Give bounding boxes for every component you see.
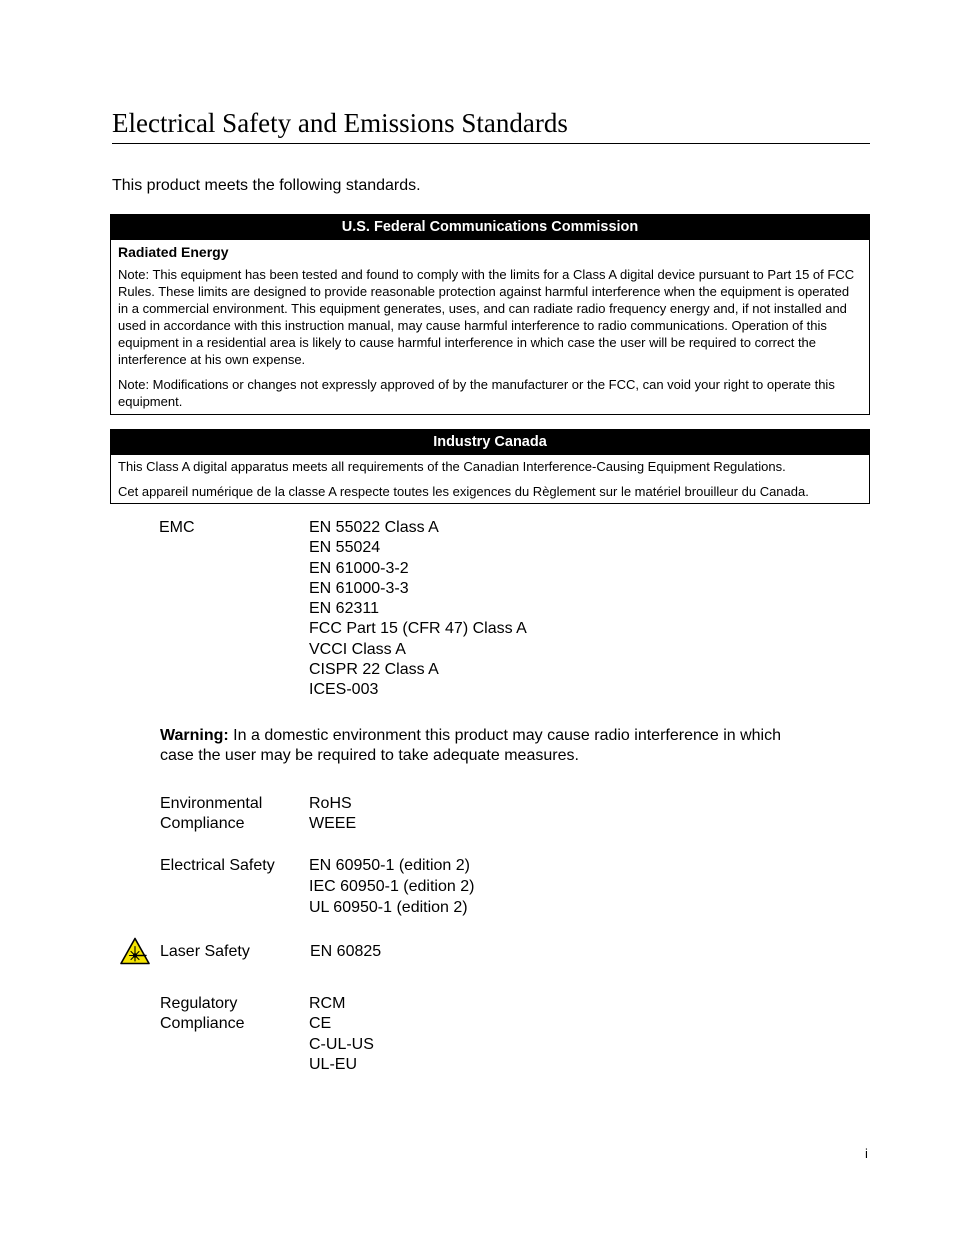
environmental-values [309, 794, 356, 835]
electrical-safety-values [309, 855, 474, 918]
emc-value: CISPR 22 Class A [309, 661, 439, 679]
title-rule [112, 143, 870, 144]
warning-note [160, 726, 800, 766]
environmental-value: RoHS [309, 795, 352, 812]
regulatory-label-line: Regulatory [160, 995, 238, 1012]
regulatory-value: UL-EU [309, 1055, 358, 1073]
laser-safety-value: EN 60825 [310, 943, 382, 960]
regulatory-label-line: Compliance [160, 1015, 245, 1033]
electrical-safety-label: Electrical Safety [160, 857, 275, 874]
environmental-value: WEEE [309, 815, 357, 833]
warning-text: In a domestic environment this product may cause radio interference in which case the user may be required to take adequate measures. [160, 727, 782, 764]
environmental-label-line: Compliance [160, 815, 245, 833]
regulatory-value: C-UL-US [309, 1035, 374, 1053]
laser-safety-label: Laser Safety [160, 943, 250, 960]
regulatory-value: RCM [309, 995, 346, 1012]
emc-value: EN 55022 Class A [309, 519, 439, 536]
emc-value: EN 61000-3-3 [309, 579, 409, 597]
warning-label: Warning: [160, 727, 229, 744]
environmental-label [160, 794, 262, 835]
electrical-safety-value: EN 60950-1 (edition 2) [309, 857, 470, 874]
emc-value: EN 55024 [309, 539, 381, 557]
fcc-note-1: Note: This equipment has been tested and found to comply with the limits for a Class A digital device pursuant to Part 15 of FCC Rules. These limits are designed to provide reasonable protection against harmful interference when the equipment is operated in a commercial environment. This equipment generates, uses, and can radiate radio frequency energy and, if not installed and used in accordance with this instruction manual, may cause harmful interference to radio communications. Operation of this equipment in a residential area is likely to cause harmful interference in which case the user will be required to correct the interference at his own expense. [118, 267, 855, 367]
page-title: Electrical Safety and Emissions Standards [112, 108, 568, 138]
industry-canada-header: Industry Canada [111, 430, 869, 455]
regulatory-value: CE [309, 1015, 332, 1033]
regulatory-values [309, 994, 374, 1075]
fcc-subheading: Radiated Energy [118, 244, 229, 260]
page-number: i [865, 1146, 868, 1161]
electrical-safety-value: IEC 60950-1 (edition 2) [309, 878, 475, 895]
emc-value: EN 61000-3-2 [309, 559, 409, 577]
emc-value: VCCI Class A [309, 640, 406, 658]
regulatory-label [160, 994, 244, 1035]
emc-values [309, 518, 527, 701]
emc-label: EMC [159, 519, 195, 536]
industry-canada-french: Cet appareil numérique de la classe A respecte toutes les exigences du Règlement sur le matériel brouilleur du Canada. [118, 484, 809, 499]
emc-value: FCC Part 15 (CFR 47) Class A [309, 620, 527, 638]
emc-value: EN 62311 [309, 600, 379, 618]
industry-canada-english: This Class A digital apparatus meets all requirements of the Canadian Interference-Causing Equipment Regulations. [118, 459, 786, 474]
emc-value: ICES-003 [309, 681, 379, 699]
fcc-table-header: U.S. Federal Communications Commission [111, 215, 869, 240]
environmental-label-line: Environmental [160, 795, 263, 812]
laser-warning-icon [120, 937, 150, 965]
electrical-safety-value: UL 60950-1 (edition 2) [309, 899, 468, 916]
fcc-note-2: Note: Modifications or changes not expressly approved of by the manufacturer or the FCC, can void your right to operate this equipment. [118, 377, 835, 409]
industry-canada-table [110, 429, 870, 504]
fcc-table [110, 214, 870, 415]
intro-text: This product meets the following standards. [112, 177, 421, 194]
